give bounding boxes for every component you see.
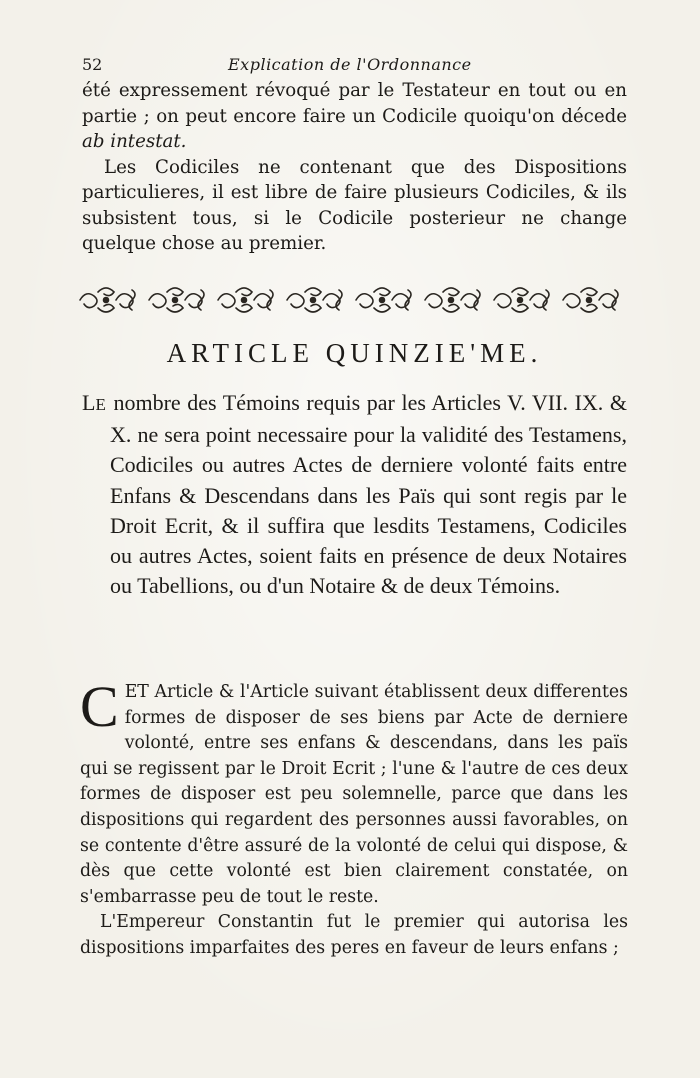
article-paragraph <box>82 388 627 601</box>
commentary-paragraph-1 <box>80 674 628 910</box>
continued-paragraph <box>82 78 627 155</box>
drop-cap: C <box>80 674 119 739</box>
article-initial-small: E <box>95 395 107 414</box>
article-initial: L <box>82 390 96 415</box>
commentary-text-1: ET Article & l'Article suivant établissent deux differentes formes de disposer de ses biens par Acte de derniere volonté, entre ses enfans & descendans, dans les païs qui se regissent par le Droit Ecrit ; l'une & l'autre de ces deux formes de disposer est peu solemnelle, parce que dans les dispositions qui regardent des personnes aussi favorables, on se contente d'être assuré de la volonté de celui qui dispose, & dès que cette volonté est bien clairement constatée, on s'embarrasse peu de tout le reste. <box>80 682 628 907</box>
continued-text <box>82 78 627 257</box>
article-body <box>82 388 627 601</box>
commentary <box>80 674 628 962</box>
article-heading: ARTICLE QUINZIE'ME. <box>166 338 543 368</box>
ornamental-band <box>76 280 631 320</box>
latin-phrase: ab intestat. <box>82 131 187 152</box>
commentary-paragraph-2: L'Empereur Constantin fut le premier qui autorisa les dispositions imparfaites des peres en faveur de leurs enfans ; <box>80 912 628 958</box>
running-title: Explication de l'Ordonnance <box>228 55 472 74</box>
article-text: nombre des Témoins requis par les Articles V. VII. IX. & X. ne sera point necessaire pour la validité des Testamens, Codiciles ou autres Actes de derniere volonté faits entre Enfans & Descendans dans les Païs qui sont regis par le Droit Ecrit, & il suffira que lesdits Testamens, Codiciles ou autres Actes, soient faits en présence de deux Notaires ou Tabellions, ou d'un Notaire & de deux Témoins. <box>106 390 627 599</box>
continued-paragraph-text: été expressement révoqué par le Testateur en tout ou en partie ; on peut encore faire un Codicile quoiqu'on décede <box>82 80 627 127</box>
codicile-paragraph: Les Codiciles ne contenant que des Dispositions particulieres, il est libre de faire plusieurs Codiciles, & ils subsistent tous, si le Codicile posterieur ne change quelque chose au premier. <box>82 156 627 254</box>
page-number: 52 <box>82 55 103 74</box>
